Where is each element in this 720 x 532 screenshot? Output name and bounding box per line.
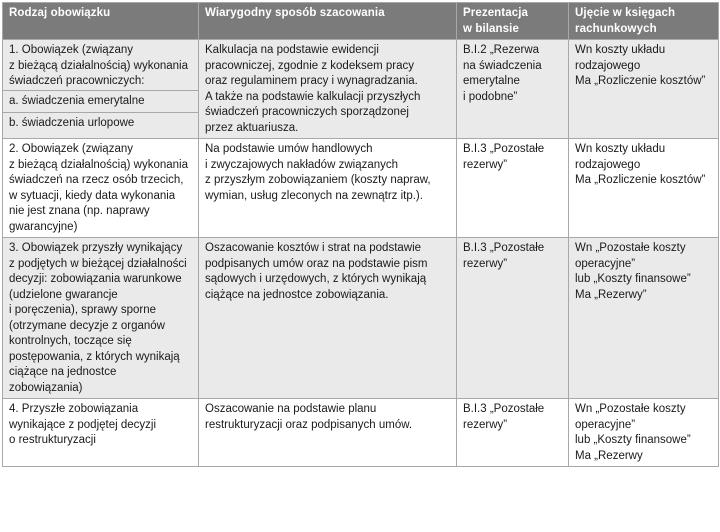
provisions-table <box>2 2 719 467</box>
header-row <box>3 3 719 40</box>
table-row <box>3 238 719 399</box>
header-bookkeeping: Ujęcie w księgach rachunkowych <box>569 3 719 40</box>
obligation-type-cell: 4. Przyszłe zobowiązania wynikające z podjętej decyzji o restrukturyzacji <box>3 399 199 467</box>
estimation-method-cell: Oszacowanie kosztów i strat na podstawie podpisanych umów oraz na podstawie pism sądowych i urzędowych, z których wynikają ciążące na jednostce zobowiązania. <box>199 238 457 399</box>
obligation-type-cell: 2. Obowiązek (związany z bieżącą działalnością) wykonania świadczeń na rzecz osób trzecich, w sytuacji, kiedy data wykonania nie jest znana (np. naprawy gwarancyjne) <box>3 139 199 238</box>
obligation-subtype-b: b. świadczenia urlopowe <box>3 112 198 135</box>
presentation-cell: B.I.3 „Pozostałe rezerwy” <box>457 238 569 399</box>
header-estimation-method: Wiarygodny sposób szacowania <box>199 3 457 40</box>
booking-cell: Wn koszty układu rodzajowego Ma „Rozliczenie kosztów” <box>569 40 719 139</box>
estimation-method-cell: Na podstawie umów handlowych i zwyczajowych nakładów związanych z przyszłym zobowiązaniem (koszty napraw, wymian, usług zleconych na zewnątrz itp.). <box>199 139 457 238</box>
table-row <box>3 40 719 139</box>
table-body <box>3 40 719 467</box>
obligation-type-cell <box>3 40 199 139</box>
booking-cell: Wn koszty układu rodzajowego Ma „Rozliczenie kosztów” <box>569 139 719 238</box>
estimation-method-cell: Kalkulacja na podstawie ewidencji pracowniczej, zgodnie z kodeksem pracy oraz regulaminem pracy i wynagradzania. A także na podstawie kalkulacji przyszłych świadczeń pracowniczych sporządzonej przez aktuariusza. <box>199 40 457 139</box>
presentation-cell: B.I.3 „Pozostałe rezerwy” <box>457 139 569 238</box>
header-balance-presentation: Prezentacja w bilansie <box>457 3 569 40</box>
obligation-type-cell: 3. Obowiązek przyszły wynikający z podjętych w bieżącej działalności decyzji: zobowiązania warunkowe (udzielone gwarancje i poręczenia), sprawy sporne (otrzymane decyzje z organów kontrolnych, toczące się postępowania, z których wynikają ciążące na jednostce zobowiązania) <box>3 238 199 399</box>
presentation-cell: B.I.3 „Pozostałe rezerwy” <box>457 399 569 467</box>
booking-cell: Wn „Pozostałe koszty operacyjne” lub „Koszty finansowe” Ma „Rezerwy <box>569 399 719 467</box>
obligation-subtype-a: a. świadczenia emerytalne <box>3 90 198 113</box>
estimation-method-cell: Oszacowanie na podstawie planu restrukturyzacji oraz podpisanych umów. <box>199 399 457 467</box>
obligation-type-text: 1. Obowiązek (związany z bieżącą działalnością) wykonania świadczeń pracowniczych: <box>9 44 188 87</box>
header-obligation-type: Rodzaj obowiązku <box>3 3 199 40</box>
table-row <box>3 139 719 238</box>
table-header <box>3 3 719 40</box>
presentation-cell: B.I.2 „Rezerwa na świadczenia emerytalne i podobne” <box>457 40 569 139</box>
booking-cell: Wn „Pozostałe koszty operacyjne” lub „Koszty finansowe” Ma „Rezerwy” <box>569 238 719 399</box>
table-row <box>3 399 719 467</box>
